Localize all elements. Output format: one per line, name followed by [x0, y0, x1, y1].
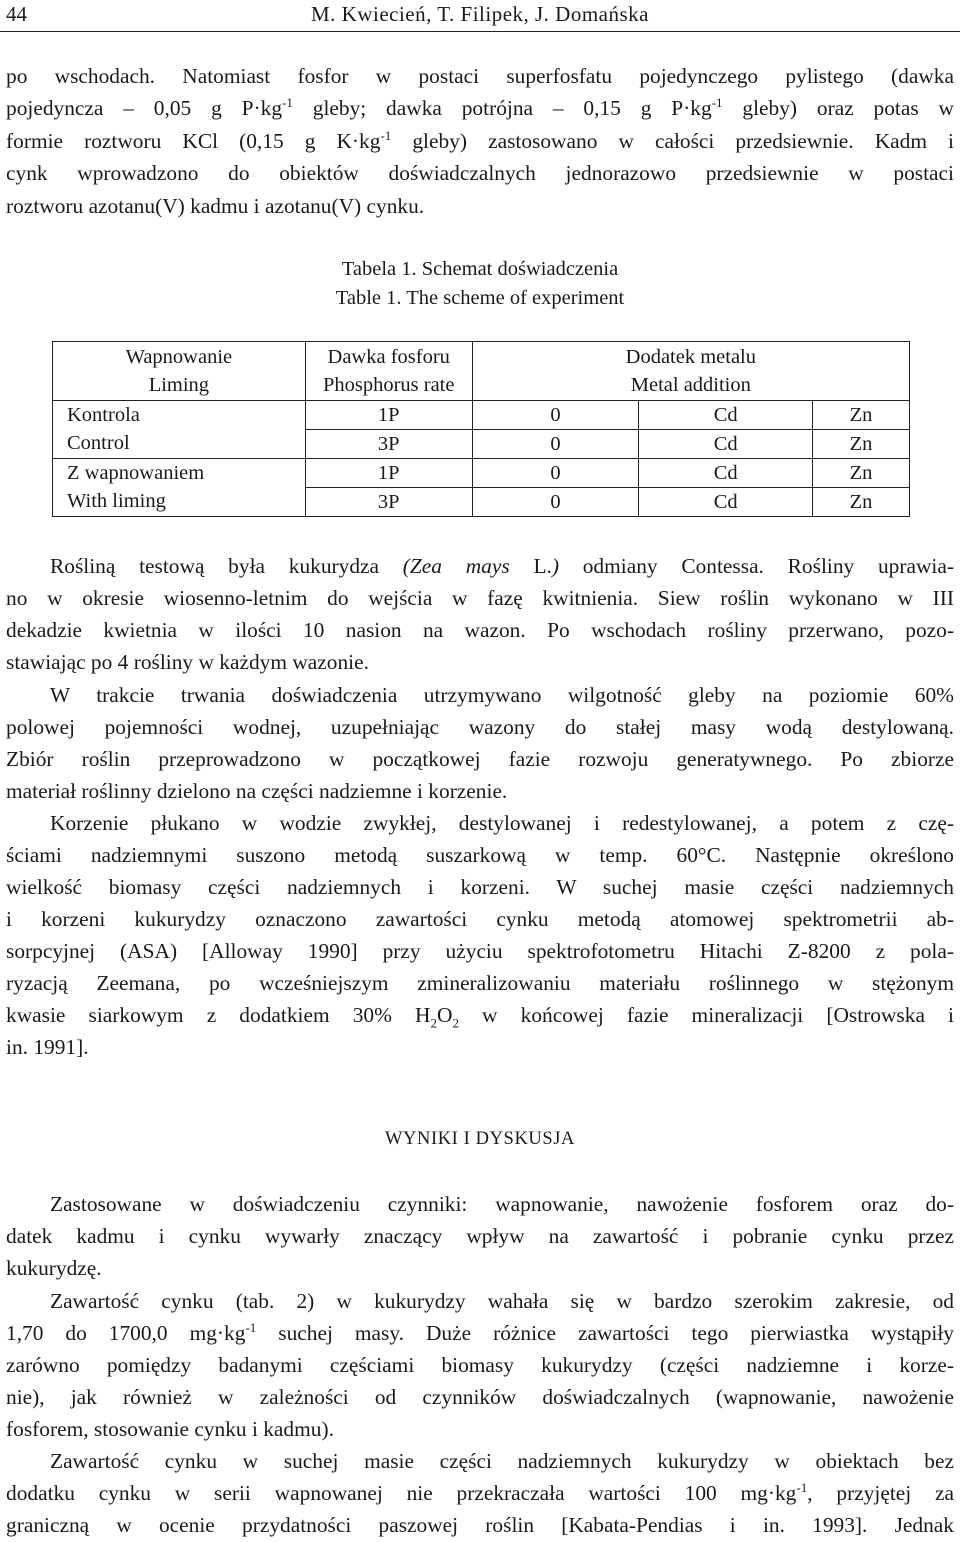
- text-line: polowej pojemności wodnej, uzupełniając wazony do stałej masy wodą destylowaną.: [6, 715, 954, 739]
- text-line: 1,70 do 1700,0 $mg\cdot kg^{-1}$ suchej masy. Duże różnice zawartości tego pierwiastka wystąpiły: [6, 1319, 954, 1345]
- metal-cell: Cd: [639, 430, 813, 459]
- header-rule: [0, 31, 960, 32]
- table-row: [53, 401, 910, 430]
- text-line: no w okresie wiosenno-letnim do wejścia w fazę kwitnienia. Siew roślin wykonano w III: [6, 586, 954, 610]
- text-line: cynk wprowadzono do obiektów doświadczalnych jednorazowo przedsiewnie w postaci: [6, 161, 954, 185]
- metal-cell: Zn: [813, 459, 910, 488]
- section-title: WYNIKI I DYSKUSJA: [384, 1129, 576, 1149]
- table-row: [53, 488, 910, 517]
- metal-cell: Cd: [639, 459, 813, 488]
- text-line: W trakcie trwania doświadczenia utrzymywano wilgotność gleby na poziomie 60%: [50, 683, 954, 707]
- page-number: 44: [6, 2, 27, 26]
- text-line: graniczną w ocenie przydatności paszowej roślin [Kabata-Pendias i in. 1993]. Jednak: [6, 1513, 954, 1537]
- text-line: Korzenie płukano w wodzie zwykłej, destylowanej i redestylowanej, a potem z czę-: [50, 811, 954, 835]
- text-line: formie roztworu KCl (0,15 g $K\cdot kg^{-1}$ gleby) zastosowano w całości przedsiewnie. Kadm i: [6, 127, 954, 153]
- metal-cell: 0: [472, 430, 639, 459]
- metal-cell: 0: [472, 459, 639, 488]
- table-header-row: [53, 342, 910, 401]
- phosphorus-cell: 1P: [305, 401, 472, 430]
- text-line: ryzacją Zeemana, po wcześniejszym zmineralizowaniu materiału roślinnego w stężonym: [6, 971, 954, 995]
- text-line: po wschodach. Natomiast fosfor w postaci superfosfatu pojedynczego pylistego (dawka: [6, 64, 954, 88]
- group-cell: Control: [53, 430, 306, 459]
- header-liming: Wapnowanie Liming: [53, 342, 306, 401]
- text-line: Zastosowane w doświadczeniu czynniki: wapnowanie, nawożenie fosforem oraz do-: [50, 1192, 954, 1216]
- group-cell: Z wapnowaniem: [53, 459, 306, 488]
- metal-cell: Zn: [813, 430, 910, 459]
- experiment-scheme-table: [52, 341, 910, 517]
- text-line: kwasie siarkowym z dodatkiem 30% $H_2O_2$ w końcowej fazie mineralizacji [Ostrowska i: [6, 1003, 954, 1031]
- text-line: pojedyncza – 0,05 g $P\cdot kg^{-1}$ gleby; dawka potrójna – 0,15 g $P\cdot kg^{-1}$ gleby) oraz potas w: [6, 94, 954, 120]
- text-line: kukurydzę.: [6, 1256, 102, 1280]
- metal-cell: Zn: [813, 488, 910, 517]
- table-caption-en: Table 1. The scheme of experiment: [335, 287, 625, 309]
- text-line: Zbiór roślin przeprowadzono w początkowej fazie rozwoju generatywnego. Po zbiorze: [6, 747, 954, 771]
- text-line: in. 1991].: [6, 1035, 89, 1059]
- text-line: materiał roślinny dzielono na części nadziemne i korzenie.: [6, 779, 508, 803]
- text-line: datek kadmu i cynku wywarły znaczący wpływ na zawartość i pobranie cynku przez: [6, 1224, 954, 1248]
- text-line: dekadzie kwietnia w ilości 10 nasion na wazon. Po wschodach rośliny przerwano, pozo-: [6, 618, 954, 642]
- text-line: Rośliną testową była kukurydza (Zea mays L.) odmiany Contessa. Rośliny uprawia-: [50, 554, 954, 578]
- metal-cell: 0: [472, 401, 639, 430]
- text-line: i korzeni kukurydzy oznaczono zawartości cynku metodą atomowej spektrometrii ab-: [6, 907, 954, 931]
- table-caption-pl: Tabela 1. Schemat doświadczenia: [341, 258, 619, 280]
- text-line: ściami nadziemnymi suszono metodą suszarkową w temp. 60°C. Następnie określono: [6, 843, 954, 867]
- text-line: sorpcyjnej (ASA) [Alloway 1990] przy użyciu spektrofotometru Hitachi Z-8200 z pola-: [6, 939, 954, 963]
- phosphorus-cell: 3P: [305, 488, 472, 517]
- header-phosphorus-rate: Dawka fosforu Phosphorus rate: [305, 342, 472, 401]
- text-line: Zawartość cynku w suchej masie części nadziemnych kukurydzy w obiektach bez: [50, 1449, 954, 1473]
- text-line: zarówno pomiędzy badanymi częściami biomasy kukurydzy (części nadziemne i korze-: [6, 1353, 954, 1377]
- text-line: wielkość biomasy części nadziemnych i korzeni. W suchej masie części nadziemnych: [6, 875, 954, 899]
- metal-cell: Zn: [813, 401, 910, 430]
- table-row: [53, 459, 910, 488]
- group-cell: Kontrola: [53, 401, 306, 430]
- text-line: Zawartość cynku (tab. 2) w kukurydzy wahała się w bardzo szerokim zakresie, od: [50, 1289, 954, 1313]
- text-line: roztworu azotanu(V) kadmu i azotanu(V) cynku.: [6, 194, 425, 218]
- phosphorus-cell: 3P: [305, 430, 472, 459]
- group-cell: With liming: [53, 488, 306, 517]
- running-header: [0, 0, 960, 28]
- text-line: stawiając po 4 rośliny w każdym wazonie.: [6, 650, 369, 674]
- text-line: dodatku cynku w serii wapnowanej nie przekraczała wartości 100 $mg\cdot kg^{-1}$, przyjętej za: [6, 1479, 954, 1505]
- running-header-authors: M. Kwiecień, T. Filipek, J. Domańska: [310, 2, 649, 26]
- table-row: [53, 430, 910, 459]
- text-line: nie), jak również w zależności od czynników doświadczalnych (wapnowanie, nawożenie: [6, 1385, 954, 1409]
- metal-cell: 0: [472, 488, 639, 517]
- metal-cell: Cd: [639, 488, 813, 517]
- phosphorus-cell: 1P: [305, 459, 472, 488]
- metal-cell: Cd: [639, 401, 813, 430]
- header-metal-addition: Dodatek metalu Metal addition: [472, 342, 909, 401]
- text-line: fosforem, stosowanie cynku i kadmu).: [6, 1417, 334, 1441]
